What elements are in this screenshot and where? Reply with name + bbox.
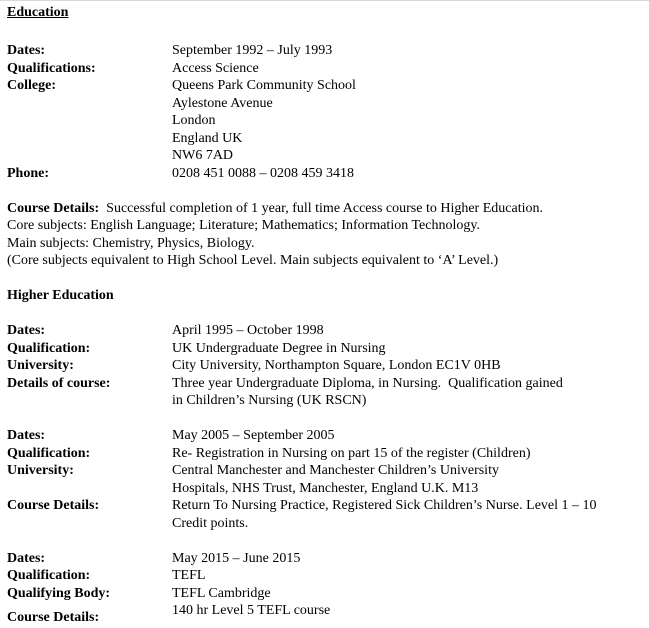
- entry-dates-row: [7, 550, 647, 568]
- dates-value: May 2015 – June 2015: [172, 550, 301, 566]
- course-details-line: [7, 200, 647, 218]
- qualification-value: UK Undergraduate Degree in Nursing: [172, 340, 386, 356]
- college-line: Queens Park Community School: [172, 78, 356, 93]
- education-qualifications-row: [7, 60, 647, 78]
- dates-value: May 2005 – September 2005: [172, 428, 335, 443]
- entry-institution-row: [7, 585, 647, 603]
- course-details-label: Course Details:: [7, 200, 100, 216]
- details-line: in Children’s Nursing (UK RSCN): [172, 393, 367, 408]
- entry-details-row: [7, 375, 647, 410]
- qualifications-label: Qualifications:: [7, 60, 96, 76]
- qualifications-value: Access Science: [172, 60, 259, 76]
- phone-value: 0208 451 0088 – 0208 459 3418: [172, 165, 354, 181]
- entry-details-row: [7, 602, 647, 625]
- institution-label: University:: [7, 463, 74, 478]
- institution-line: Central Manchester and Manchester Children’s University: [172, 463, 499, 478]
- dates-label: Dates:: [7, 43, 46, 58]
- higher-education-heading: Higher Education: [7, 288, 114, 303]
- qualification-label: Qualification:: [7, 340, 91, 356]
- details-value: [172, 497, 647, 532]
- dates-label: Dates:: [7, 428, 46, 443]
- dates-value: September 1992 – July 1993: [172, 43, 333, 58]
- college-address: [172, 77, 647, 165]
- higher-education-entry: [7, 322, 647, 410]
- entry-dates-row: [7, 322, 647, 340]
- higher-education-entry: [7, 550, 647, 625]
- institution-line: Hospitals, NHS Trust, Manchester, England U.K. M13: [172, 480, 479, 496]
- entry-institution-row: [7, 357, 647, 375]
- main-subjects-line: Main subjects: Chemistry, Physics, Biology.: [7, 235, 255, 251]
- college-line: England UK: [172, 130, 243, 146]
- qualification-label: Qualification:: [7, 568, 91, 583]
- details-label: Course Details:: [7, 610, 100, 625]
- course-details-text: Successful completion of 1 year, full time Access course to Higher Education.: [99, 200, 543, 216]
- details-label: Course Details:: [7, 498, 100, 513]
- details-line: Return To Nursing Practice, Registered Sick Children’s Nurse. Level 1 – 10: [172, 498, 597, 513]
- college-line: NW6 7AD: [172, 148, 234, 163]
- qualification-value: TEFL: [172, 568, 206, 583]
- institution-label: Qualifying Body:: [7, 585, 111, 601]
- institution-value: [172, 462, 647, 497]
- entry-dates-row: [7, 427, 647, 445]
- qualification-label: Qualification:: [7, 445, 91, 461]
- core-subjects-line: Core subjects: English Language; Literature; Mathematics; Information Technology.: [7, 218, 480, 233]
- entry-qualification-row: [7, 340, 647, 358]
- qualification-value: Re- Registration in Nursing on part 15 of the register (Children): [172, 445, 531, 461]
- details-label: Details of course:: [7, 375, 111, 391]
- institution-value: TEFL Cambridge: [172, 585, 271, 601]
- institution-value: City University, Northampton Square, London EC1V 0HB: [172, 358, 501, 373]
- college-label: College:: [7, 78, 56, 93]
- details-line: Three year Undergraduate Diploma, in Nursing. Qualification gained: [172, 375, 563, 391]
- education-heading: Education: [7, 5, 69, 20]
- education-phone-row: [7, 165, 647, 183]
- entry-qualification-row: [7, 445, 647, 463]
- dates-value: April 1995 – October 1998: [172, 323, 324, 338]
- details-value: [172, 375, 647, 410]
- details-line: Credit points.: [172, 515, 249, 531]
- education-dates-row: [7, 42, 647, 60]
- college-line: London: [172, 113, 216, 128]
- details-value: 140 hr Level 5 TEFL course: [172, 603, 331, 618]
- higher-education-entry: [7, 427, 647, 532]
- entry-institution-row: [7, 462, 647, 497]
- equivalence-line: (Core subjects equivalent to High School Level. Main subjects equivalent to ‘A’ Level.): [7, 253, 499, 268]
- phone-label: Phone:: [7, 165, 49, 181]
- institution-label: University:: [7, 358, 74, 373]
- dates-label: Dates:: [7, 323, 46, 338]
- education-college-row: [7, 77, 647, 165]
- college-line: Aylestone Avenue: [172, 95, 273, 111]
- cv-document: [7, 0, 647, 625]
- entry-details-row: [7, 497, 647, 532]
- entry-qualification-row: [7, 567, 647, 585]
- dates-label: Dates:: [7, 550, 46, 566]
